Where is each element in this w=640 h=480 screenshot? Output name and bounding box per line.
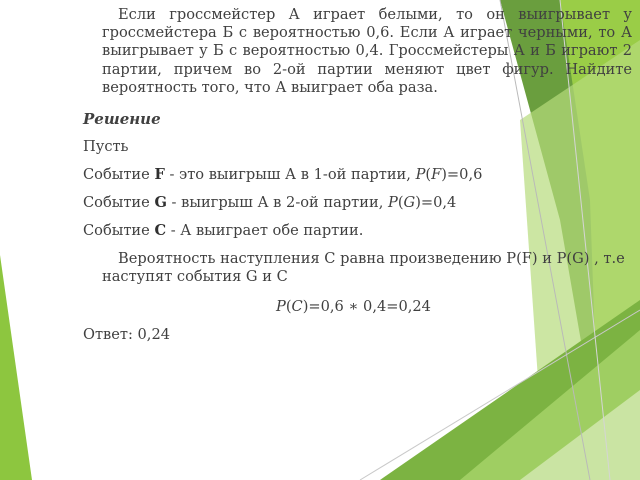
event-f-close: )=0,6 [441,166,483,183]
event-g-prefix: Событие [83,194,155,211]
event-f-line [83,166,482,183]
explanation: Вероятность наступления С равна произведению P(F) и P(G) , т.е наступят события G и C [102,250,625,286]
event-g-p: P [387,194,398,211]
answer: Ответ: 0,24 [83,326,171,343]
formula-p: P [276,298,286,315]
event-f-open: ( [425,166,432,183]
event-f-desc: - это выигрыш А в 1-ой партии, [164,166,416,183]
formula-rest: )=0,6 ∗ 0,4=0,24 [302,298,431,315]
event-f-letter: F [154,166,165,183]
event-c-line [83,222,363,239]
event-g-line [83,194,456,211]
event-c-prefix: Событие [83,222,155,239]
problem-statement: Если гроссмейстер А играет белыми, то он выигрывает у гроссмейстера Б с вероятностью 0,6. Если А играет черными, то А выигрывает у Б с вероятностью 0,4. Гроссмейстеры А и Б играют 2 партии, причем во 2-ой партии меняют цвет фигур. Найдите вероятность того, что А выиграет оба раза. [102,6,632,96]
event-f-p: P [415,166,426,183]
event-g-open: ( [397,194,404,211]
formula-var: C [291,298,303,315]
event-g-letter: G [154,194,167,211]
event-f-var: F [431,166,442,183]
let-word: Пусть [83,138,129,155]
probability-formula [276,298,431,315]
event-g-close: )=0,4 [415,194,457,211]
solution-heading: Решение [83,110,161,128]
event-g-desc: - выигрыш А в 2-ой партии, [166,194,388,211]
event-c-desc: - А выиграет обе партии. [166,222,364,239]
event-f-prefix: Событие [83,166,155,183]
event-g-var: G [403,194,416,211]
event-c-letter: C [154,222,167,239]
formula-open: ( [285,298,292,315]
